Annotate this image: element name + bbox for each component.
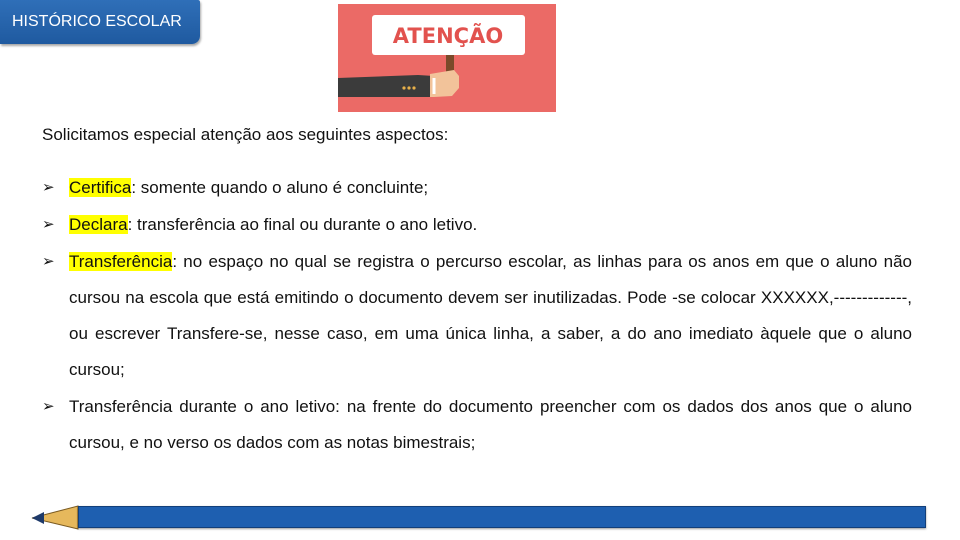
- sign-text: ATENÇÃO: [392, 24, 504, 48]
- arrow-bullet-icon: ➢: [42, 398, 55, 415]
- item-text: : somente quando o aluno é concluinte;: [131, 178, 429, 197]
- list-item: [42, 207, 912, 243]
- highlighted-term: Transferência: [69, 252, 173, 271]
- list-item: [42, 389, 912, 461]
- item-text: Transferência durante o ano letivo: na frente do documento preencher com os dados dos anos que o aluno cursou, e no verso os dados com as notas bimestrais;: [69, 397, 912, 452]
- item-text: : no espaço no qual se registra o percurso escolar, as linhas para os anos em que o aluno não cursou na escola que está emitindo o documento devem ser inutilizadas. Pode -se colocar XXXXXX,-------------, ou escrever Transfere-se, nesse caso, em uma única linha, a saber, a do ano imediato àquele que o aluno cursou;: [69, 252, 912, 379]
- intro-text: Solicitamos especial atenção aos seguintes aspectos:: [42, 125, 449, 144]
- attention-sign-illustration: [338, 4, 556, 112]
- aspects-list: [42, 170, 912, 462]
- sleeve-shape: [338, 75, 434, 97]
- arrow-bullet-icon: ➢: [42, 253, 55, 270]
- arrow-bullet-icon: ➢: [42, 216, 55, 233]
- item-text: : transferência ao final ou durante o ano letivo.: [127, 215, 478, 234]
- highlighted-term: Certifica: [69, 178, 132, 197]
- attention-sign-image: [338, 4, 556, 112]
- list-item: [42, 170, 912, 206]
- slide-title: HISTÓRICO ESCOLAR: [12, 13, 182, 30]
- list-item: [42, 244, 912, 388]
- footer-bar: [78, 506, 926, 528]
- pencil-tip-icon: [30, 505, 80, 531]
- arrow-bullet-icon: ➢: [42, 179, 55, 196]
- highlighted-term: Declara: [69, 215, 128, 234]
- slide-title-tab: [0, 0, 200, 44]
